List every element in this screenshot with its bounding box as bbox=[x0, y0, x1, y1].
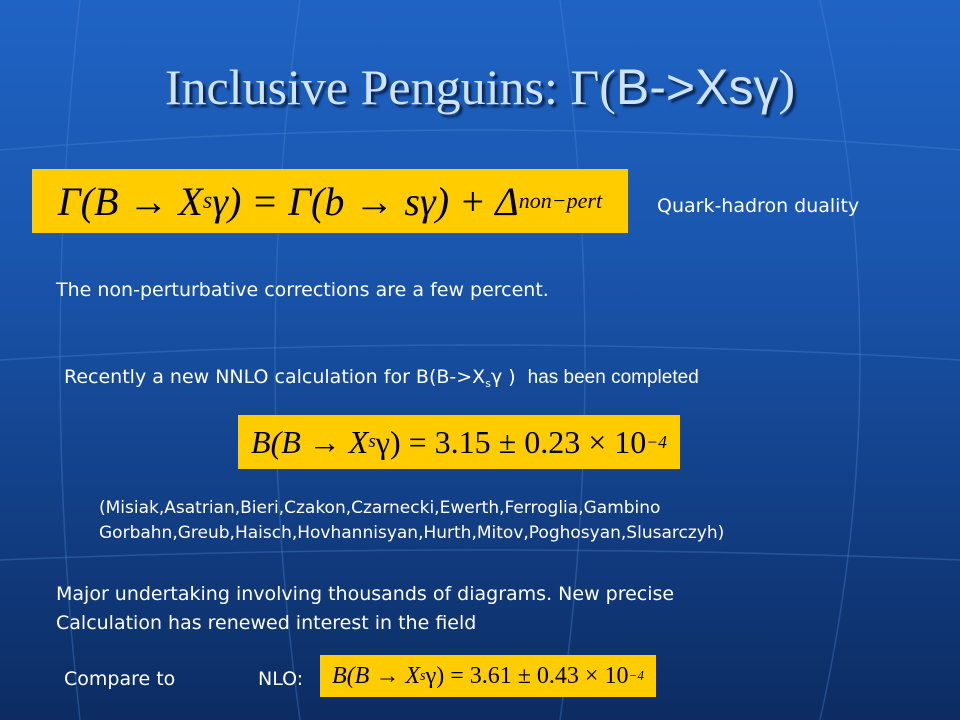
duality-label: Quark-hadron duality bbox=[657, 195, 860, 217]
author-list: (Misiak,Asatrian,Bieri,Czakon,Czarnecki,Ewerth,Ferroglia,Gambino Gorbahn,Greub,Haisch,Hovhannisyan,Hurth,Mitov,Poghosyan,Slusarczyh) bbox=[99, 498, 725, 543]
recently-text: Recently a new NNLO calculation for $B(B->X_s\gamma$ ) has been completed bbox=[64, 366, 699, 390]
duality-equation: Γ(B → X s γ) = Γ(b → sγ) + Δ non−pert bbox=[32, 169, 628, 233]
nlo-label: NLO: bbox=[258, 668, 304, 690]
compare-label: Compare to bbox=[64, 668, 176, 690]
slide-title: Inclusive Penguins: Γ(B->Xsγ) bbox=[164, 59, 796, 115]
major-undertaking-text: Major undertaking involving thousands of diagrams. New precise Calculation has renewed interest in the field bbox=[56, 583, 675, 634]
title-process: B->Xsγ bbox=[615, 59, 779, 115]
nnlo-result-equation: B(B → X s γ) = 3.15 ± 0.23 × 10 −4 bbox=[238, 415, 680, 469]
nlo-result-equation: B(B → X s γ) = 3.61 ± 0.43 × 10 −4 bbox=[320, 655, 656, 697]
nonpert-text: The non-perturbative corrections are a few percent. bbox=[56, 279, 549, 301]
